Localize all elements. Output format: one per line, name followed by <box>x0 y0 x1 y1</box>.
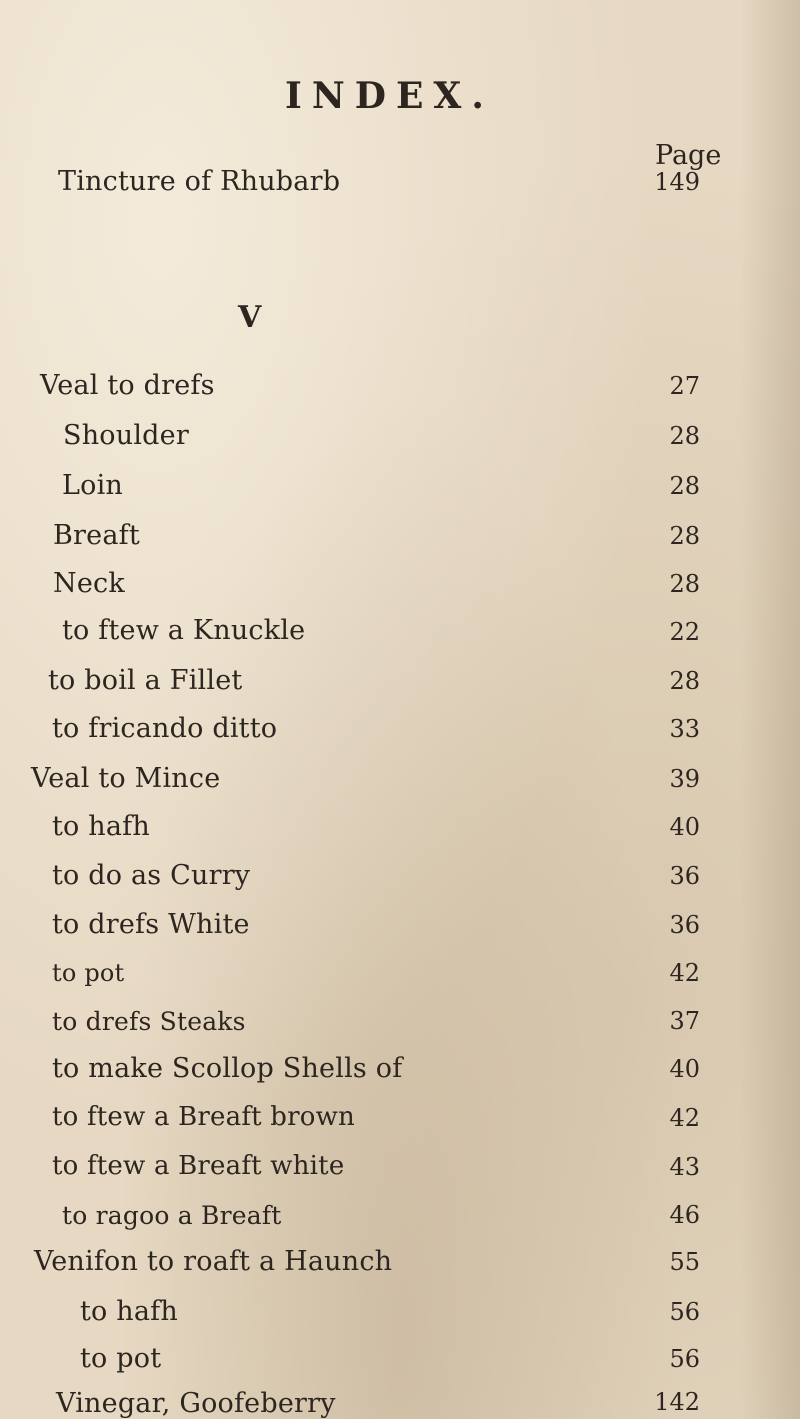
index-heading: INDEX. <box>285 75 494 117</box>
page-column-label: Page <box>655 140 722 171</box>
entry-page: 36 <box>669 862 700 890</box>
entry-page: 56 <box>669 1298 700 1326</box>
entry-text: to make Scollop Shells of <box>52 1053 403 1084</box>
entry-text: to ftew a Breaft white <box>52 1151 345 1181</box>
entry-page: 42 <box>669 959 700 987</box>
entry-text: to boil a Fillet <box>48 665 243 696</box>
entry-page: 28 <box>669 570 700 598</box>
entry-page: 28 <box>669 472 700 500</box>
entry-text: to ragoo a Breaft <box>62 1201 282 1230</box>
entry-page: 142 <box>654 1388 700 1416</box>
entry-page: 37 <box>669 1007 700 1035</box>
entry-text: Tincture of Rhubarb <box>58 166 341 197</box>
entry-page: 55 <box>669 1248 700 1276</box>
entry-text: to fricando ditto <box>52 713 278 744</box>
entry-page: 42 <box>669 1104 700 1132</box>
entry-text: Neck <box>53 568 125 599</box>
page-edge-shadow <box>740 0 800 1419</box>
entry-text: to do as Curry <box>52 860 251 891</box>
entry-page: 39 <box>669 765 700 793</box>
entry-text: to hafh <box>52 811 150 842</box>
entry-page: 33 <box>669 715 700 743</box>
entry-text: Veal to drefs <box>40 370 215 401</box>
entry-page: 46 <box>669 1201 700 1229</box>
entry-text: Shoulder <box>63 420 189 451</box>
entry-text: to ftew a Knuckle <box>62 615 306 646</box>
entry-page: 36 <box>669 911 700 939</box>
entry-text: Loin <box>62 470 124 501</box>
entry-text: Veal to Mince <box>31 763 221 794</box>
entry-text: to drefs White <box>52 909 250 940</box>
entry-page: 56 <box>669 1345 700 1373</box>
section-letter: V <box>238 300 262 335</box>
entry-text: to hafh <box>80 1296 178 1327</box>
entry-page: 28 <box>669 422 700 450</box>
entry-text: to pot <box>52 959 125 987</box>
entry-page: 28 <box>669 522 700 550</box>
entry-text: to ftew a Breaft brown <box>52 1102 355 1132</box>
entry-page: 40 <box>669 813 700 841</box>
entry-text: to drefs Steaks <box>52 1007 246 1036</box>
entry-page: 28 <box>669 667 700 695</box>
entry-page: 149 <box>654 168 700 196</box>
entry-page: 22 <box>669 618 700 646</box>
entry-page: 40 <box>669 1055 700 1083</box>
entry-text: to pot <box>80 1343 162 1374</box>
entry-page: 43 <box>669 1153 700 1181</box>
entry-text: Breaft <box>53 520 140 551</box>
entry-page: 27 <box>669 372 700 400</box>
entry-text: Vinegar, Goofeberry <box>56 1388 336 1419</box>
entry-text: Venifon to roaft a Haunch <box>34 1246 393 1277</box>
